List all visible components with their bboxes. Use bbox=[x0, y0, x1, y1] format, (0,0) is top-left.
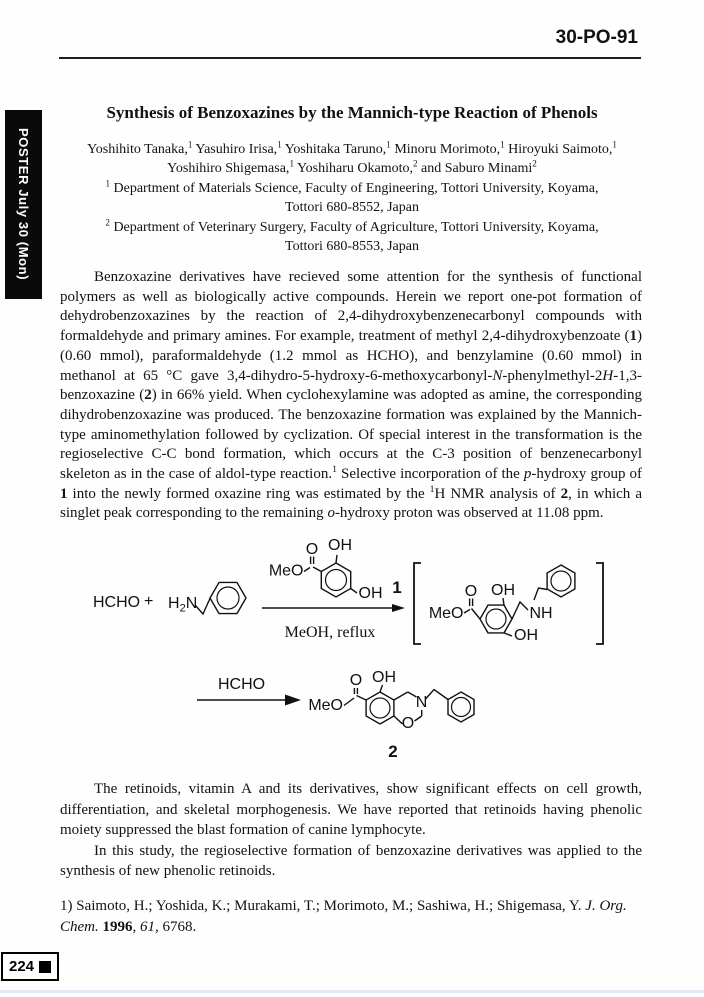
reaction-arrow-2 bbox=[197, 676, 301, 706]
arrow-head bbox=[392, 604, 405, 612]
affiliation-1-line-2: Tottori 680-8552, Japan bbox=[285, 200, 419, 216]
intermediate-structure bbox=[414, 563, 603, 644]
body-paragraphs-wrap bbox=[60, 779, 642, 882]
bracket-right bbox=[596, 563, 603, 644]
abstract-paragraph-1: Benzoxazine derivatives have recieved some attention for the synthesis of functional polymers as well as biologically active compounds. Herein we report one-pot formation of dehydrobenzoxazines by the reaction of 2,4-dihydroxybenzenecarbonyl compounds with formaldehyde and primary amines. For example, treatment of methyl 2,4-dihydroxybenzoate (1) (0.60 mmol), paraformaldehyde (1.2 mmol as HCHO), and benzylamine (0.60 mmol) in methanol at 65 °C gave 3,4-dihydro-5-hydroxy-6-methoxycarbonyl-N-phenylmethyl-2H-1,3-benzoxazine (2) in 66% yield. When cyclohexylamine was adopted as amine, the corresponding dihydrobenzoxazine was produced. The benzoxazine formation was explained by the Mannich-type aminomethylation followed by cyclization. Of special interest in the transformation is the regioselective C-C bond formation, which occurs at the C-3 position of benzenecarbonyl skeleton as in the case of aldol-type reaction.$^1$ Selective incorporation of the p-hydroxy group of 1 into the newly formed oxazine ring was estimated by the $^1$H NMR analysis of 2, in which a singlet peak corresponding to the remaining o-hydroxy proton was observed at 11.08 ppm. bbox=[60, 269, 642, 522]
oxazine-c2-o-bond bbox=[415, 716, 422, 721]
hydroxy-para-label: OH bbox=[358, 585, 383, 602]
compound-2-number: 2 bbox=[388, 742, 398, 761]
hydroxy-top-bond bbox=[503, 598, 504, 605]
amine-label: $H_2N$ bbox=[168, 595, 198, 615]
aromatic-circle bbox=[370, 698, 390, 718]
carbonyl-oxygen-label: O bbox=[305, 541, 319, 558]
aminomethyl-bond bbox=[512, 602, 528, 619]
aromatic-circle bbox=[551, 571, 571, 591]
aromatic-circle bbox=[326, 570, 347, 591]
authors-block bbox=[60, 140, 644, 256]
page-number-square-icon bbox=[39, 961, 51, 973]
methoxy-bond bbox=[344, 698, 354, 706]
hydroxy-bottom-label: OH bbox=[514, 627, 538, 644]
carbonyl-oxygen-label: O bbox=[464, 583, 478, 600]
ester-bond bbox=[357, 696, 367, 701]
paper-title: Synthesis of Benzoxazines by the Mannich-type Reaction of Phenols bbox=[106, 103, 598, 122]
formaldehyde-label-group bbox=[93, 593, 153, 611]
bracket-left bbox=[414, 563, 421, 644]
scan-artifact-line bbox=[0, 990, 704, 993]
plus-sign: + bbox=[144, 593, 154, 610]
affiliation-2-line-1: $^2$ Department of Veterinary Surgery, Faculty of Agriculture, Tottori University, Koyama, bbox=[105, 216, 599, 235]
abstract-paragraph-1-wrap bbox=[60, 268, 642, 524]
formaldehyde-label: HCHO bbox=[93, 594, 141, 611]
poster-session-tab-label: POSTER July 30 (Mon) bbox=[16, 128, 31, 281]
affiliation-1-line-1: $^1$ Department of Materials Science, Faculty of Engineering, Tottori University, Koyama, bbox=[105, 178, 599, 196]
ch2-bond bbox=[195, 598, 210, 614]
poster-session-tab bbox=[5, 110, 42, 299]
affiliation-2-line-2: Tottori 680-8553, Japan bbox=[285, 239, 419, 255]
methoxy-bond bbox=[464, 610, 470, 614]
compound-2-structure bbox=[308, 669, 474, 761]
body-paragraph-2: The retinoids, vitamin A and its derivatives, show significant effects on cell growth, differentiation, and skeletal morphogenesis. We have reported that retinoids having phenolic moiety suppressed the blast formation of canine lymphocyte. bbox=[60, 781, 642, 838]
reference-text: 1) Saimoto, H.; Yoshida, K.; Murakami, T.; Morimoto, M.; Sashiwa, H.; Shigemasa, Y. J. Org. Chem. 1996, 61, 6768. bbox=[60, 898, 627, 935]
benzylamine-structure bbox=[168, 582, 246, 614]
aromatic-circle bbox=[452, 698, 471, 717]
reaction-arrow-1 bbox=[262, 604, 405, 641]
aromatic-circle bbox=[217, 587, 239, 609]
ester-bond bbox=[472, 609, 481, 620]
hydroxy-label: OH bbox=[372, 669, 396, 686]
hydroxy-bottom-bond bbox=[504, 633, 512, 636]
conditions-label: MeOH, reflux bbox=[284, 624, 376, 641]
hydroxy-para-bond bbox=[351, 589, 357, 594]
compound-1-number: 1 bbox=[392, 578, 402, 597]
body-paragraph-3: In this study, the regioselective formation of benzoxazine derivatives was applied to the synthesis of new phenolic retinoids. bbox=[60, 842, 642, 879]
carbonyl-oxygen-label: O bbox=[349, 672, 363, 689]
benzyl-ch2-bond bbox=[534, 588, 547, 600]
page-number-box bbox=[1, 952, 59, 981]
oxazine-c4a-c4-bond bbox=[394, 692, 408, 700]
hydroxy-bond bbox=[380, 685, 383, 692]
arrow-head bbox=[285, 695, 301, 706]
page-number: 224 bbox=[8, 958, 35, 975]
authors-line-2: Yoshihiro Shigemasa,$^1$ Yoshiharu Okamoto,$^2$ and Saburo Minami$^2$ bbox=[167, 158, 537, 177]
compound-1-structure bbox=[269, 537, 402, 602]
benzyl-ch2-bond bbox=[426, 690, 449, 700]
methoxy-label: MeO bbox=[308, 697, 343, 714]
methoxy-label: MeO bbox=[428, 605, 464, 622]
abstract-code: 30-PO-91 bbox=[555, 27, 638, 48]
step2-reagent-label: HCHO bbox=[218, 676, 266, 693]
hydroxy-top-label: OH bbox=[491, 582, 515, 599]
reaction-scheme bbox=[60, 530, 644, 775]
hydroxy-top-label: OH bbox=[328, 537, 352, 554]
header-divider bbox=[59, 57, 641, 59]
ring-nitrogen-label: N bbox=[415, 694, 428, 711]
hydroxy-top-bond bbox=[336, 555, 337, 563]
methoxy-bond bbox=[304, 568, 310, 572]
ester-bond bbox=[313, 567, 321, 572]
authors-line-1: Yoshihito Tanaka,$^1$ Yasuhiro Irisa,$^1$ Yoshitaka Taruno,$^1$ Minoru Morimoto,$^1$ Hiroyuki Saimoto,$^1$ bbox=[87, 139, 617, 157]
ring-oxygen-label: O bbox=[401, 715, 415, 732]
nh-label: NH bbox=[529, 605, 553, 622]
methoxy-label: MeO bbox=[268, 562, 304, 580]
aromatic-circle bbox=[486, 609, 506, 629]
